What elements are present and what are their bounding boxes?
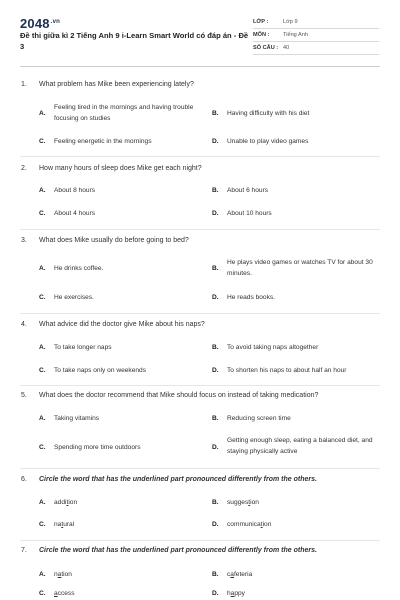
word-suffix: tion xyxy=(61,571,72,578)
option-word[interactable] xyxy=(227,569,377,580)
meta-row-subject xyxy=(253,31,379,42)
option-letter[interactable]: C. xyxy=(39,444,46,451)
question-divider xyxy=(20,385,380,386)
option-letter[interactable]: D. xyxy=(212,138,219,145)
option-text[interactable]: To shorten his naps to about half an hour xyxy=(227,367,347,374)
option-letter[interactable]: B. xyxy=(212,415,219,422)
option-text[interactable]: Unable to play video games xyxy=(227,138,309,145)
option-word[interactable] xyxy=(54,569,204,580)
option-word[interactable] xyxy=(54,497,204,508)
logo-suffix: .vn xyxy=(50,18,61,25)
option-text[interactable]: To avoid taking naps altogether xyxy=(227,344,319,351)
option-letter[interactable]: B. xyxy=(212,571,219,578)
word-prefix: n xyxy=(54,571,58,578)
option-text[interactable]: About 4 hours xyxy=(54,210,96,217)
word-prefix: c xyxy=(227,571,231,578)
question-divider xyxy=(20,229,380,230)
underlined-part: t xyxy=(248,499,251,506)
option-letter[interactable]: B. xyxy=(212,187,219,194)
option-text[interactable]: About 8 hours xyxy=(54,187,96,194)
option-letter[interactable]: B. xyxy=(212,344,219,351)
meta-value: Tiếng Anh xyxy=(283,32,308,38)
option-word[interactable] xyxy=(54,588,204,599)
option-letter[interactable]: D. xyxy=(212,590,219,597)
option-text[interactable]: To take longer naps xyxy=(54,344,112,351)
option-letter[interactable]: A. xyxy=(39,187,46,194)
meta-label: LỚP : xyxy=(253,19,269,25)
option-letter[interactable]: B. xyxy=(212,110,219,117)
option-letter[interactable]: B. xyxy=(212,499,219,506)
option-letter[interactable]: C. xyxy=(39,210,46,217)
option-letter[interactable]: D. xyxy=(212,521,219,528)
question-text: What does Mike usually do before going to bed? xyxy=(39,237,189,244)
meta-label: MÔN : xyxy=(253,32,270,38)
word-suffix: ural xyxy=(63,521,75,528)
option-text[interactable]: He reads books. xyxy=(227,294,276,301)
option-letter[interactable]: D. xyxy=(212,367,219,374)
option-text[interactable]: He exercises. xyxy=(54,294,94,301)
question-number: 7. xyxy=(21,547,27,554)
underlined-part: a xyxy=(54,590,58,597)
option-word[interactable] xyxy=(54,519,204,530)
option-text[interactable]: Spending more time outdoors xyxy=(54,444,141,451)
option-word[interactable] xyxy=(227,588,377,599)
option-letter[interactable]: C. xyxy=(39,521,46,528)
option-letter[interactable]: A. xyxy=(39,110,46,117)
question-divider xyxy=(20,156,380,157)
word-prefix: sugges xyxy=(227,499,249,506)
option-letter[interactable]: D. xyxy=(212,210,219,217)
logo-main: 2048 xyxy=(20,16,50,31)
meta-label: SỐ CÂU : xyxy=(253,45,279,51)
option-letter[interactable]: D. xyxy=(212,444,219,451)
option-text[interactable]: Taking vitamins xyxy=(54,415,100,422)
underlined-part: t xyxy=(260,521,263,528)
option-letter[interactable]: B. xyxy=(212,265,219,272)
question-text: What advice did the doctor give Mike about his naps? xyxy=(39,321,205,328)
word-prefix: addi xyxy=(54,499,67,506)
underlined-part: t xyxy=(61,521,64,528)
meta-row-count xyxy=(253,44,379,55)
option-text[interactable]: About 6 hours xyxy=(227,187,269,194)
word-suffix: ion xyxy=(250,499,259,506)
question-number: 3. xyxy=(21,237,27,244)
option-text[interactable]: About 10 hours xyxy=(227,210,272,217)
word-suffix: ppy xyxy=(234,590,245,597)
option-letter[interactable]: A. xyxy=(39,499,46,506)
option-word[interactable] xyxy=(227,497,377,508)
header-divider xyxy=(20,66,380,67)
question-text: How many hours of sleep does Mike get each night? xyxy=(39,165,202,172)
meta-value: 40 xyxy=(283,45,290,51)
underlined-part: a xyxy=(230,590,235,597)
question-text: Circle the word that has the underlined part pronounced differently from the others. xyxy=(39,476,317,483)
word-prefix: communica xyxy=(227,521,261,528)
option-letter[interactable]: A. xyxy=(39,265,46,272)
word-suffix: ion xyxy=(68,499,78,506)
meta-row-class xyxy=(253,18,379,29)
option-text[interactable]: Feeling tired in the mornings and having trouble focusing on studies xyxy=(54,104,194,122)
underlined-part: a xyxy=(230,571,234,578)
word-suffix: ccess xyxy=(57,590,75,597)
option-word[interactable] xyxy=(227,519,377,530)
option-text[interactable]: Reducing screen time xyxy=(227,415,291,422)
question-text: Circle the word that has the underlined part pronounced differently from the others. xyxy=(39,547,317,554)
word-suffix: ion xyxy=(262,521,272,528)
exam-meta xyxy=(253,18,379,57)
option-letter[interactable]: D. xyxy=(212,294,219,301)
option-letter[interactable]: A. xyxy=(39,415,46,422)
option-text[interactable]: To take naps only on weekends xyxy=(54,367,147,374)
option-letter[interactable]: A. xyxy=(39,571,46,578)
question-number: 6. xyxy=(21,476,27,483)
option-letter[interactable]: C. xyxy=(39,367,46,374)
option-text[interactable]: Feeling energetic in the mornings xyxy=(54,138,152,145)
question-number: 2. xyxy=(21,165,27,172)
word-prefix: h xyxy=(227,590,231,597)
meta-value: Lớp 9 xyxy=(283,19,298,25)
question-number: 4. xyxy=(21,321,27,328)
underlined-part: t xyxy=(66,499,69,506)
word-prefix: na xyxy=(54,521,62,528)
option-text[interactable]: Getting enough sleep, eating a balanced diet, and staying physically active xyxy=(227,437,373,455)
site-logo[interactable] xyxy=(20,16,60,31)
question-divider xyxy=(20,468,380,469)
word-suffix: feteria xyxy=(233,571,253,578)
option-text[interactable]: Having difficulty with his diet xyxy=(227,110,310,117)
question-text: What does the doctor recommend that Mike should focus on instead of taking medication? xyxy=(39,392,319,399)
option-letter[interactable]: C. xyxy=(39,294,46,301)
option-text[interactable]: He drinks coffee. xyxy=(54,265,104,272)
question-number: 1. xyxy=(21,81,27,88)
option-letter[interactable]: A. xyxy=(39,344,46,351)
option-text[interactable]: He plays video games or watches TV for about 30 minutes. xyxy=(227,259,373,277)
option-letter[interactable]: C. xyxy=(39,138,46,145)
question-text: What problem has Mike been experiencing lately? xyxy=(39,81,194,88)
question-divider xyxy=(20,540,380,541)
question-divider xyxy=(20,313,380,314)
option-letter[interactable]: C. xyxy=(39,590,46,597)
exam-title: Đề thi giữa kì 2 Tiếng Anh 9 i-Learn Smart World có đáp án - Đề 3 xyxy=(20,31,249,51)
underlined-part: a xyxy=(57,571,62,578)
question-number: 5. xyxy=(21,392,27,399)
